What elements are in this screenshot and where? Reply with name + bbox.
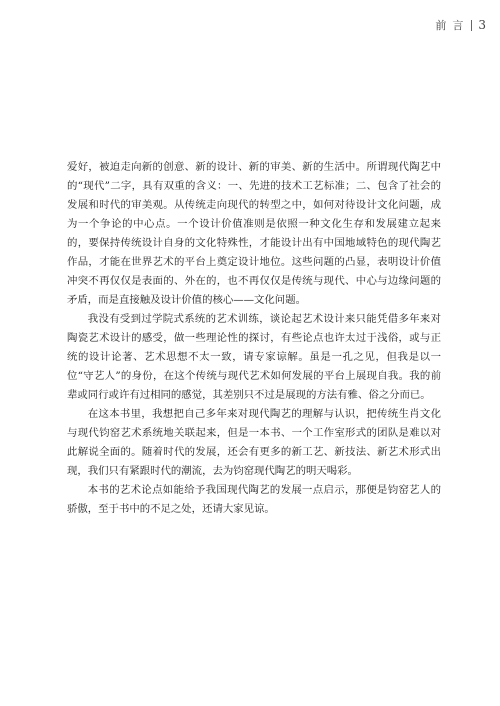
- paragraph: 本书的艺术论点如能给予我国现代陶艺的发展一点启示，那便是钧窑艺人的骄傲，至于书中的不足之处，还请大家见谅。: [67, 484, 441, 515]
- section-title: 前言: [435, 19, 470, 32]
- paragraph: 我没有受到过学院式系统的艺术训练，谈论起艺术设计来只能凭借多年来对陶瓷艺术设计的感受，做一些理论性的探讨，有些论点也许太过于浅俗，或与正统的设计论著、艺术思想不太一致，请专家谅解。虽是一孔之见，但我是以一位“守艺人”的身份，在这个传统与现代艺术如何发展的平台上展现自我。我的前辈或同行或许有过相同的感觉，其差别只不过是展现的方法有雅、俗之分而已。: [67, 313, 441, 401]
- body-text: [67, 158, 441, 519]
- page-number: 3: [478, 18, 486, 32]
- running-header: [390, 0, 500, 50]
- paragraph-continued: 爱好，被迫走向新的创意、新的设计、新的审美、新的生活中。所谓现代陶艺中的“现代”二字，具有双重的含义：一、先进的技术工艺标准；二、包含了社会的发展和时代的审美观。从传统走向现代的转型之中，如何对待设计文化问题，成为一个争论的中心点。一个设计价值准则是依照一种文化生存和发展建立起来的，要保持传统设计自身的文化特殊性，才能设计出有中国地域特色的现代陶艺作品，才能在世界艺术的平台上奠定设计地位。这些问题的凸显，表明设计价值冲突不再仅仅是表面的、外在的，也不再仅仅是传统与现代、中心与边缘问题的矛盾，而是直接触及设计价值的核心——文化问题。: [67, 161, 441, 306]
- header-divider: [471, 20, 472, 31]
- paragraph: 在这本书里，我想把自己多年来对现代陶艺的理解与认识，把传统生肖文化与现代钧窑艺术系统地关联起来，但是一本书、一个工作室形式的团队是难以对此解说全面的。随着时代的发展，还会有更多的新工艺、新技法、新艺术形式出现，我们只有紧跟时代的潮流，去为钧窑现代陶艺的明天喝彩。: [67, 408, 441, 477]
